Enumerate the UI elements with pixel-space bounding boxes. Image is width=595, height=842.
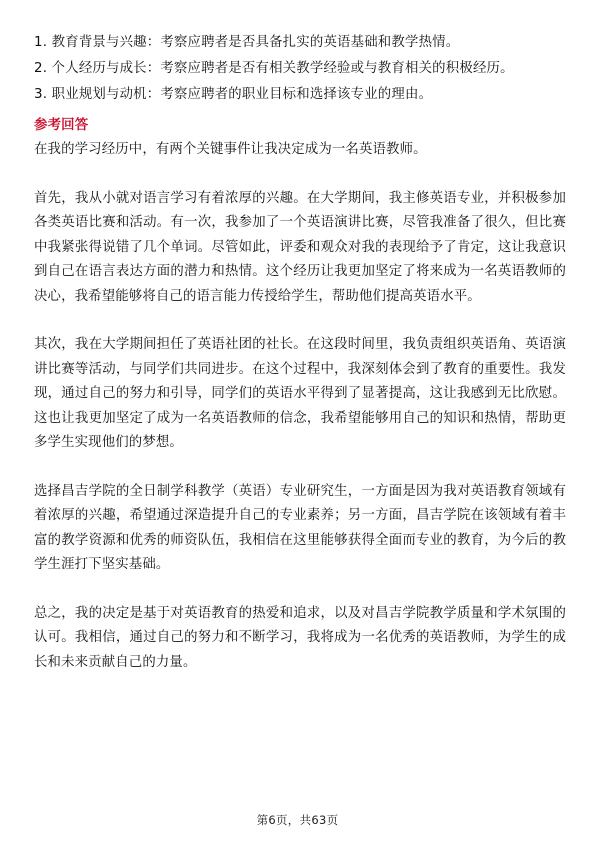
answer-heading: 参考回答 bbox=[34, 118, 89, 133]
paragraph-second: 其次，我在大学期间担任了英语社团的社长。在这段时间里，我负责组织英语角、英语演讲比赛等活动，与同学们共同进步。在这个过程中，我深刻体会到了教育的重要性。我发现，通过自己的努力和引导，同学们的英语水平得到了显著提高，这让我感到无比欣慰。这也让我更加坚定了成为一名英语教师的信念，我希望能够用自己的知识和热情，帮助更多学生实现他们的梦想。 bbox=[34, 337, 566, 450]
paragraph-conclusion: 总之，我的决定是基于对英语教育的热爱和追求，以及对昌吉学院教学质量和学术氛围的认可。我相信，通过自己的努力和不断学习，我将成为一名优秀的英语教师，为学生的成长和未来贡献自己的力量。 bbox=[34, 605, 566, 670]
page-number-footer: 第6页，共63页 bbox=[256, 813, 339, 827]
criteria-item-motivation: 3. 职业规划与动机：考察应聘者的职业目标和选择该专业的理由。 bbox=[34, 87, 433, 102]
intro-paragraph: 在我的学习经历中，有两个关键事件让我决定成为一名英语教师。 bbox=[34, 142, 427, 157]
paragraph-first: 首先，我从小就对语言学习有着浓厚的兴趣。在大学期间，我主修英语专业，并积极参加各类英语比赛和活动。有一次，我参加了一个英语演讲比赛，尽管我准备了很久，但比赛中我紧张得说错了几个单词。尽管如此，评委和观众对我的表现给予了肯定，这让我意识到自己在语言表达方面的潜力和热情。这个经历让我更加坚定了将来成为一名英语教师的决心，我希望能够将自己的语言能力传授给学生，帮助他们提高英语水平。 bbox=[34, 190, 566, 304]
criteria-item-experience: 2. 个人经历与成长：考察应聘者是否有相关教学经验或与教育相关的积极经历。 bbox=[34, 61, 514, 76]
paragraph-third: 选择昌吉学院的全日制学科教学（英语）专业研究生，一方面是因为我对英语教育领域有着浓厚的兴趣，希望通过深造提升自己的专业素养；另一方面，昌吉学院在该领域有着丰富的教学资源和优秀的师资队伍，我相信在这里能够获得全面而专业的教育，为今后的教学生涯打下坚实基础。 bbox=[34, 483, 566, 572]
criteria-list bbox=[34, 30, 566, 108]
criteria-item-background: 1. 教育背景与兴趣：考察应聘者是否具备扎实的英语基础和教学热情。 bbox=[34, 35, 460, 50]
document-page bbox=[34, 30, 566, 675]
